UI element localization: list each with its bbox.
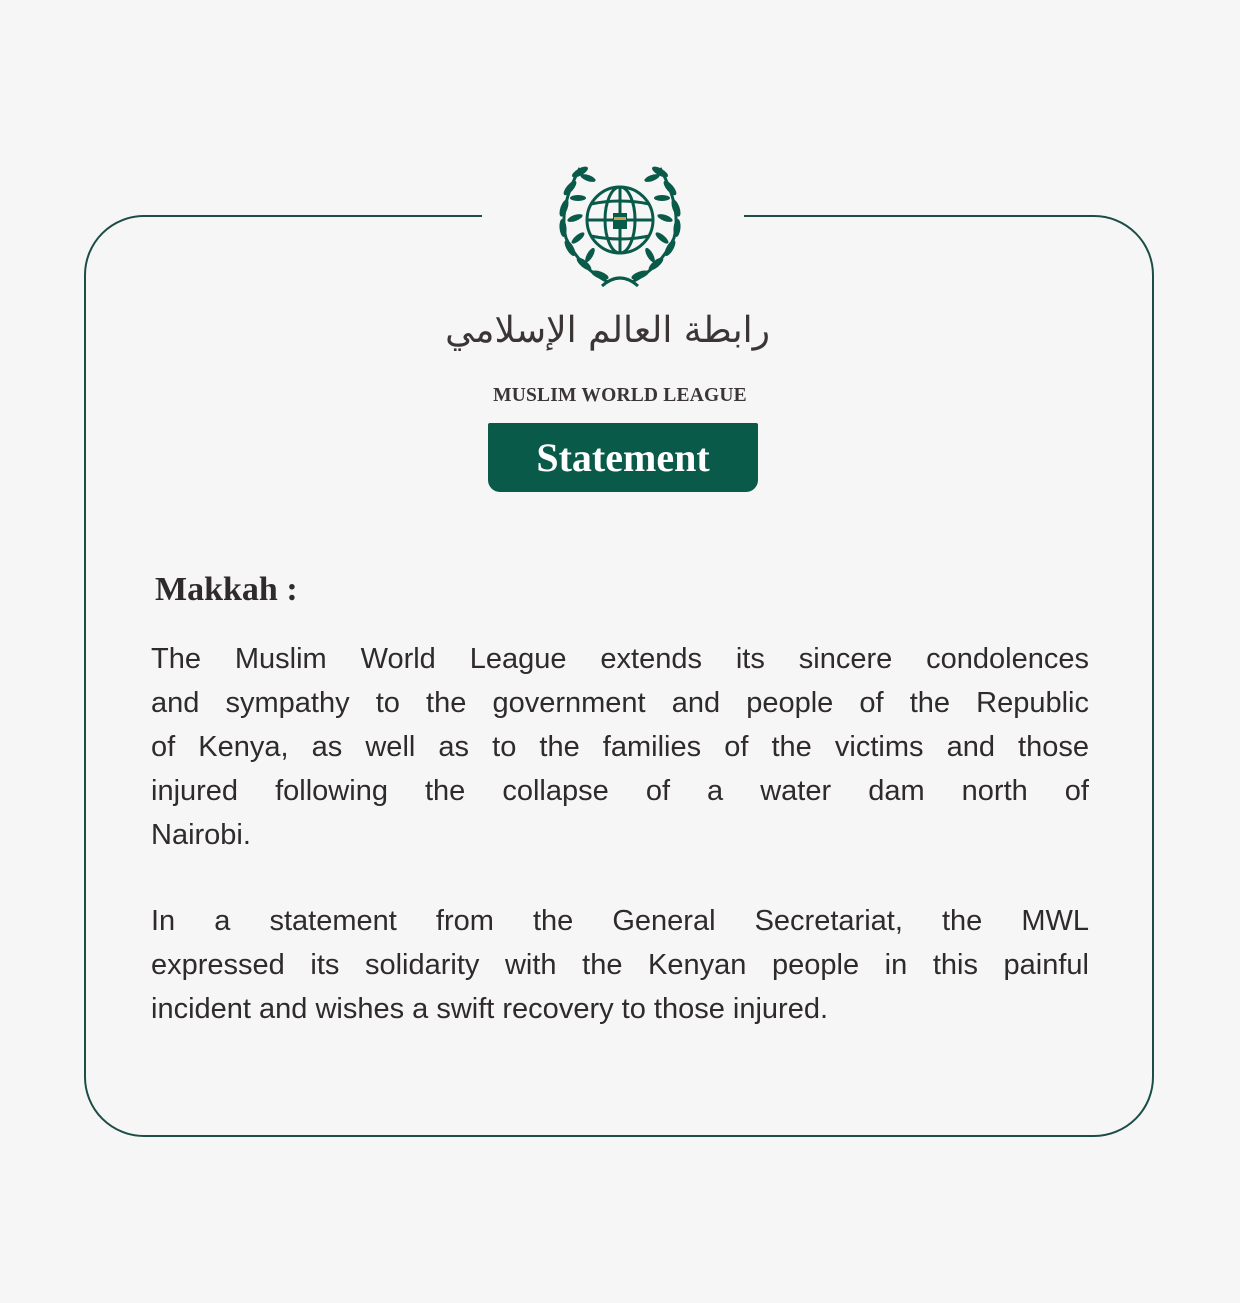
paragraph-2 (151, 899, 1089, 1031)
text-line: In a statement from the General Secretariat, the MWL (151, 905, 1089, 937)
text-line: expressed its solidarity with the Kenyan people in this painful (151, 949, 1089, 981)
arabic-org-name: رابطة العالم الإسلامي (445, 310, 770, 351)
paragraph-1 (151, 637, 1089, 857)
statement-badge: Statement (488, 423, 758, 492)
text-line: The Muslim World League extends its sincere condolences (151, 643, 1089, 675)
text-line: of Kenya, as well as to the families of the victims and those (151, 731, 1089, 763)
org-name: MUSLIM WORLD LEAGUE (493, 385, 747, 406)
dateline: Makkah : (155, 571, 298, 608)
text-line: incident and wishes a swift recovery to those injured. (151, 993, 829, 1025)
mwl-globe-wreath-icon (550, 158, 690, 293)
text-line: and sympathy to the government and people of the Republic (151, 687, 1089, 719)
text-line: Nairobi. (151, 819, 251, 851)
text-line: injured following the collapse of a water dam north of (151, 775, 1089, 807)
